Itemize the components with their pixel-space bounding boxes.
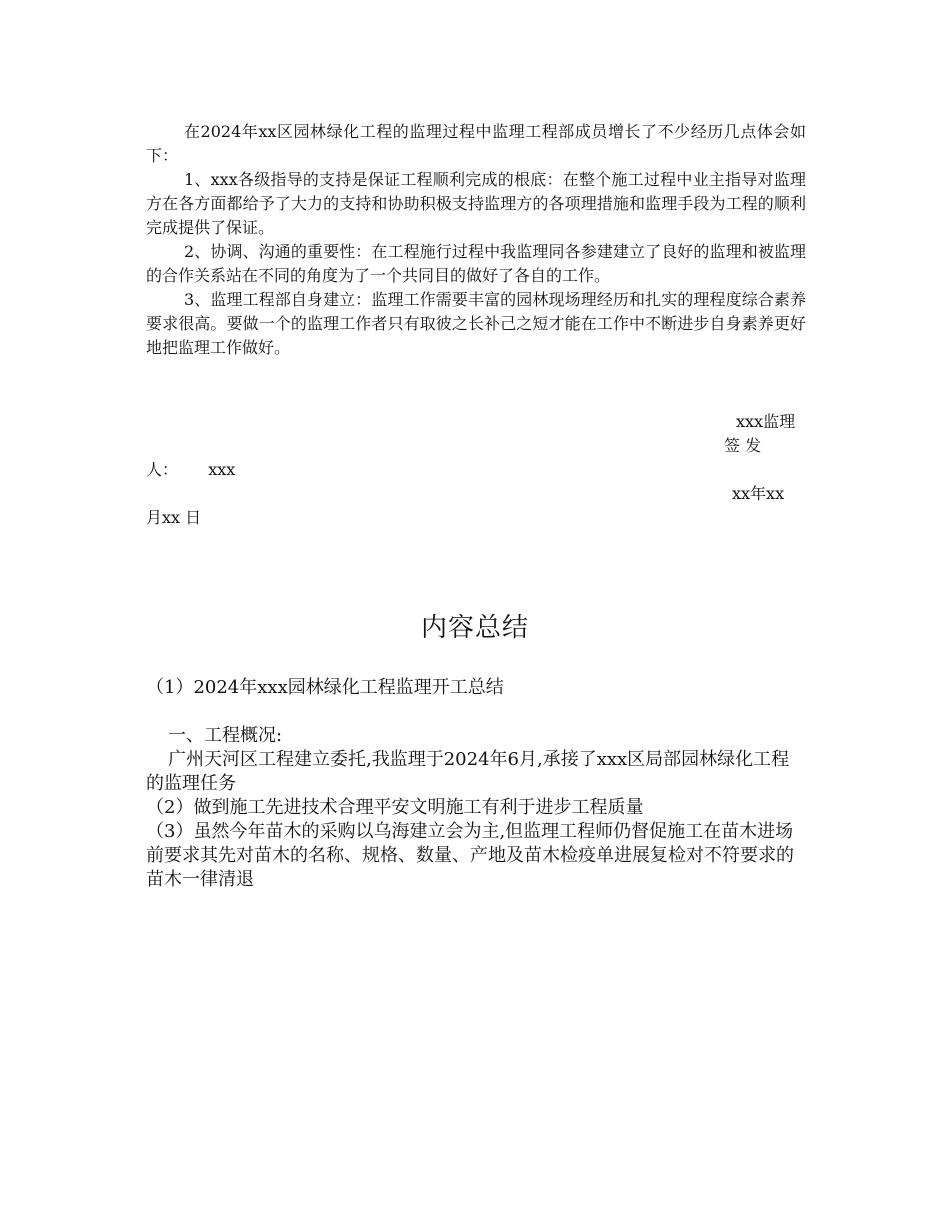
signer-name: xxx [208,460,236,479]
signature-org: xxx监理 [736,412,796,431]
date-line-2: 月xx 日 [146,508,202,527]
summary-item-2: （2）做到施工先进技术合理平安文明施工有利于进步工程质量 [146,797,644,818]
intro-paragraph: 在2024年xx区园林绿化工程的监理过程中监理工程部成员增长了不少经历几点体会如下： [146,122,806,165]
summary-item-1: （1）2024年xxx园林绿化工程监理开工总结 [146,677,504,698]
summary-item-3: （3）虽然今年苗木的采购以乌海建立会为主,但监理工程师仍督促施工在苗木进场前要求其先对苗木的名称、规格、数量、产地及苗木检疫单进展复检对不符要求的苗木一律清退 [146,821,794,890]
signer-label-continued: 人： [146,460,179,479]
signer-label: 签 发 [724,436,762,455]
overview-heading: 一、工程概况: [168,725,283,746]
point-3-paragraph: 3、监理工程部自身建立：监理工作需要丰富的园林现场理经历和扎实的理程度综合素养要求很高。要做一个的监理工作者只有取彼之长补己之短才能在工作中不断进步自身素养更好地把监理工作做好。 [146,290,806,357]
point-1-paragraph: 1、xxx各级指导的支持是保证工程顺利完成的根底：在整个施工过程中业主指导对监理方在各方面都给予了大力的支持和协助积极支持监理方的各项理措施和监理手段为工程的顺利完成提供了保证。 [146,170,806,237]
overview-text: 广州天河区工程建立委托,我监理于2024年6月,承接了xxx区局部园林绿化工程的监理任务 [146,749,790,794]
point-2-paragraph: 2、协调、沟通的重要性：在工程施行过程中我监理同各参建建立了良好的监理和被监理的合作关系站在不同的角度为了一个共同目的做好了各自的工作。 [146,242,806,285]
signature-block [146,410,806,530]
summary-body [146,676,806,892]
summary-title: 内容总结 [420,613,529,643]
letter-body [146,120,806,360]
date-line-1: xx年xx [732,484,785,503]
